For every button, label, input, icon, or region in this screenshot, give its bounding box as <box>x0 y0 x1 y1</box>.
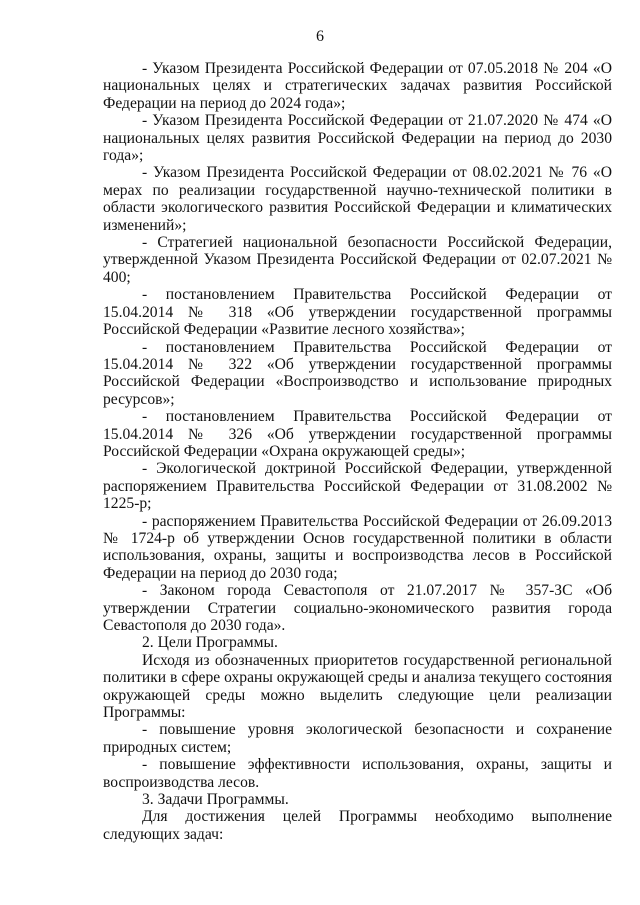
list-item-decree-76: - Указом Президента Российской Федерации от 08.02.2021 № 76 «О мерах по реализации государственной научно-технической политики в области экологического развития Российской Федерации и климатических изменений»; <box>103 164 612 234</box>
section-heading-goals: 2. Цели Программы. <box>142 634 278 652</box>
page-number: 6 <box>316 28 324 45</box>
goals-intro: Исходя из обозначенных приоритетов государственной региональной политики в сфере охраны окружающей среды и анализа текущего состояния окружающей среды можно выделить следующие цели реализации Программы: <box>103 651 612 722</box>
goal-item-forests: - повышение эффективности использования, охраны, защиты и воспроизводства лесов. <box>103 756 612 791</box>
list-item-resolution-322: - постановлением Правительства Российской Федерации от 15.04.2014 № 322 «Об утверждении государственной программы Российской Федерации «Воспроизводство и использование природных ресурсов»; <box>103 338 612 408</box>
document-body <box>103 60 612 843</box>
list-item-decree-474: - Указом Президента Российской Федерации от 21.07.2020 № 474 «О национальных целях развития Российской Федерации на период до 2030 года»; <box>103 112 612 165</box>
list-item-resolution-318: - постановлением Правительства Российской Федерации от 15.04.2014 № 318 «Об утверждении государственной программы Российской Федерации «Развитие лесного хозяйства»; <box>103 286 612 339</box>
list-item-ecological-doctrine: - Экологической доктриной Российской Федерации, утвержденной распоряжением Правительства Российской Федерации от 31.08.2002 № 1225-р; <box>103 460 612 513</box>
tasks-intro: Для достижения целей Программы необходимо выполнение следующих задач: <box>103 808 612 843</box>
list-item-security-strategy: - Стратегией национальной безопасности Российской Федерации, утвержденной Указом Президента Российской Федерации от 02.07.2021 № 400; <box>103 234 612 286</box>
section-heading-tasks: 3. Задачи Программы. <box>142 791 289 809</box>
list-item-order-1724: - распоряжением Правительства Российской Федерации от 26.09.2013 № 1724-р об утверждении Основ государственной политики в области использования, охраны, защиты и воспроизводства лесов в Российской Федерации на период до 2030 года; <box>103 512 612 582</box>
list-item-law-357: - Законом города Севастополя от 21.07.2017 № 357-ЗС «Об утверждении Стратегии социально-экономического развития города Севастополя до 2030 года». <box>103 582 612 634</box>
goal-item-safety: - повышение уровня экологической безопасности и сохранение природных систем; <box>103 721 612 756</box>
list-item-decree-204: - Указом Президента Российской Федерации от 07.05.2018 № 204 «О национальных целях и стратегических задачах развития Российской Федерации на период до 2024 года»; <box>103 60 612 112</box>
list-item-resolution-326: - постановлением Правительства Российской Федерации от 15.04.2014 № 326 «Об утверждении государственной программы Российской Федерации «Охрана окружающей среды»; <box>103 408 612 460</box>
